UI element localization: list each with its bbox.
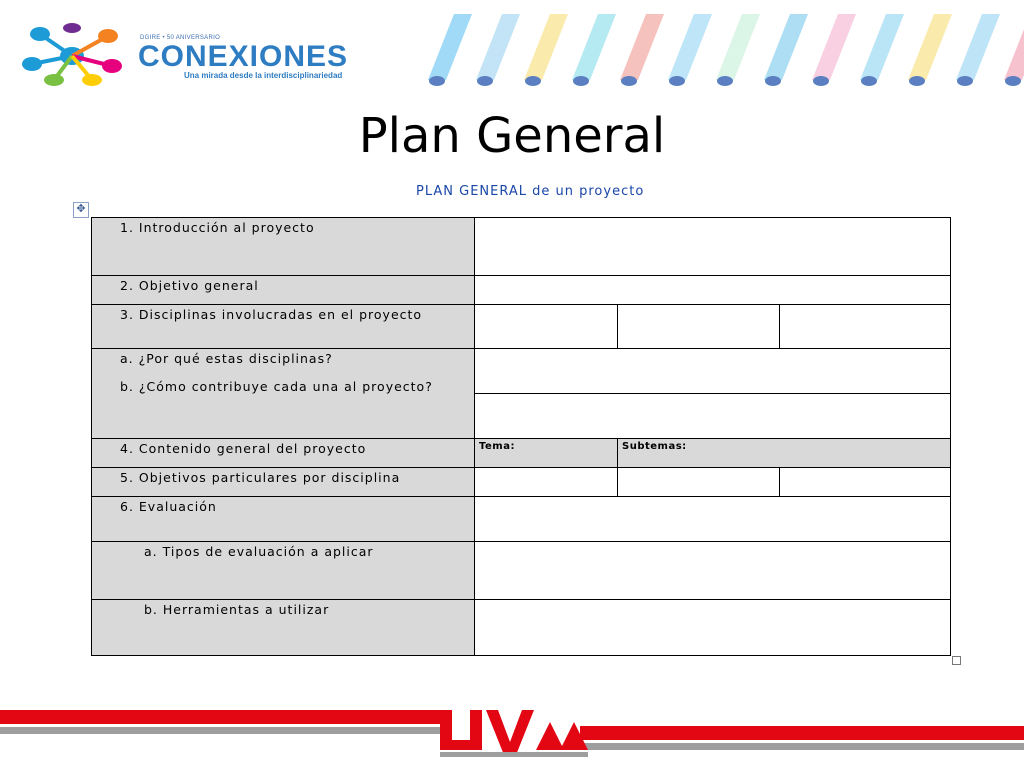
stripe-dot — [669, 76, 685, 86]
table-row — [92, 349, 951, 394]
stripe-bar — [572, 14, 616, 80]
stripe-bar — [428, 14, 472, 80]
answer-cell-objetivo-disciplina-2[interactable] — [618, 468, 780, 497]
answer-cell-disciplina-3[interactable] — [780, 305, 951, 349]
row-label-evaluacion: 6. Evaluación — [92, 497, 475, 542]
answer-cell-objetivo-general[interactable] — [475, 276, 951, 305]
conexiones-logo — [20, 22, 380, 86]
network-hexagon-icon — [20, 22, 130, 86]
row-label-contenido: 4. Contenido general del proyecto — [92, 439, 475, 468]
answer-cell-como-contribuye[interactable] — [475, 394, 951, 439]
stripe-dot — [765, 76, 781, 86]
answer-cell-objetivo-disciplina-1[interactable] — [475, 468, 618, 497]
answer-cell-objetivo-disciplina-3[interactable] — [780, 468, 951, 497]
table-row — [92, 276, 951, 305]
row-label-herramientas: b. Herramientas a utilizar — [92, 600, 475, 656]
footer-grey-bar-right — [580, 743, 1024, 750]
table-row — [92, 218, 951, 276]
cell-subtemas[interactable]: Subtemas: — [618, 439, 951, 468]
row-label-introduccion: 1. Introducción al proyecto — [92, 218, 475, 276]
footer-red-bar-left — [0, 710, 440, 724]
table-row — [92, 439, 951, 468]
stripe-bar — [764, 14, 808, 80]
stripe-bar — [716, 14, 760, 80]
table-row — [92, 468, 951, 497]
table-resize-handle[interactable] — [952, 656, 961, 665]
decorative-stripes — [420, 10, 1024, 90]
answer-cell-por-que[interactable] — [475, 349, 951, 394]
stripe-dot — [477, 76, 493, 86]
row-label-objetivo-general: 2. Objetivo general — [92, 276, 475, 305]
row-label-por-que: a. ¿Por qué estas disciplinas? — [120, 351, 333, 366]
answer-cell-tipos-evaluacion[interactable] — [475, 542, 951, 600]
table-row — [92, 305, 951, 349]
answer-cell-evaluacion[interactable] — [475, 497, 951, 542]
table-row — [92, 542, 951, 600]
logo-tagline: DGIRE • 50 ANIVERSARIO — [140, 35, 221, 41]
row-label-objetivos-particulares: 5. Objetivos particulares por disciplina — [92, 468, 475, 497]
stripe-bar — [620, 14, 664, 80]
row-label-disciplinas: 3. Disciplinas involucradas en el proyecto — [92, 305, 475, 349]
stripe-dot — [957, 76, 973, 86]
stripe-dot — [717, 76, 733, 86]
page-title: Plan General — [358, 108, 666, 164]
cell-tema[interactable]: Tema: — [475, 439, 618, 468]
table-move-handle-icon[interactable]: ✥ — [73, 202, 89, 218]
stripe-bar — [476, 14, 520, 80]
row-label-por-que-como — [92, 349, 475, 439]
stripe-dot — [573, 76, 589, 86]
stripe-dot — [525, 76, 541, 86]
logo-subtitle: Una mirada desde la interdisciplinariedad — [184, 71, 343, 80]
stripe-dot — [429, 76, 445, 86]
stripe-bar — [524, 14, 568, 80]
logo-wordmark: CONEXIONES — [138, 40, 349, 73]
stripe-bar — [812, 14, 856, 80]
row-label-como-contribuye: b. ¿Cómo contribuye cada una al proyecto? — [120, 379, 433, 394]
plan-table — [91, 217, 951, 656]
stripe-bar — [908, 14, 952, 80]
stripe-dot — [909, 76, 925, 86]
stripe-bar — [668, 14, 712, 80]
footer-band — [0, 700, 1024, 768]
uvaa-logo-icon — [440, 710, 588, 757]
stripe-bar — [860, 14, 904, 80]
stripe-dot — [813, 76, 829, 86]
stripe-dot — [1005, 76, 1021, 86]
answer-cell-introduccion[interactable] — [475, 218, 951, 276]
answer-cell-disciplina-2[interactable] — [618, 305, 780, 349]
table-row — [92, 600, 951, 656]
answer-cell-disciplina-1[interactable] — [475, 305, 618, 349]
table-row — [92, 497, 951, 542]
document-title: PLAN GENERAL de un proyecto — [416, 184, 645, 199]
stripe-dot — [861, 76, 877, 86]
answer-cell-herramientas[interactable] — [475, 600, 951, 656]
footer-grey-bar-left — [0, 727, 440, 734]
footer-red-bar-right — [580, 726, 1024, 740]
stripe-dot — [621, 76, 637, 86]
row-label-tipos-evaluacion: a. Tipos de evaluación a aplicar — [92, 542, 475, 600]
stripe-bar — [1004, 14, 1024, 80]
stripe-bar — [956, 14, 1000, 80]
